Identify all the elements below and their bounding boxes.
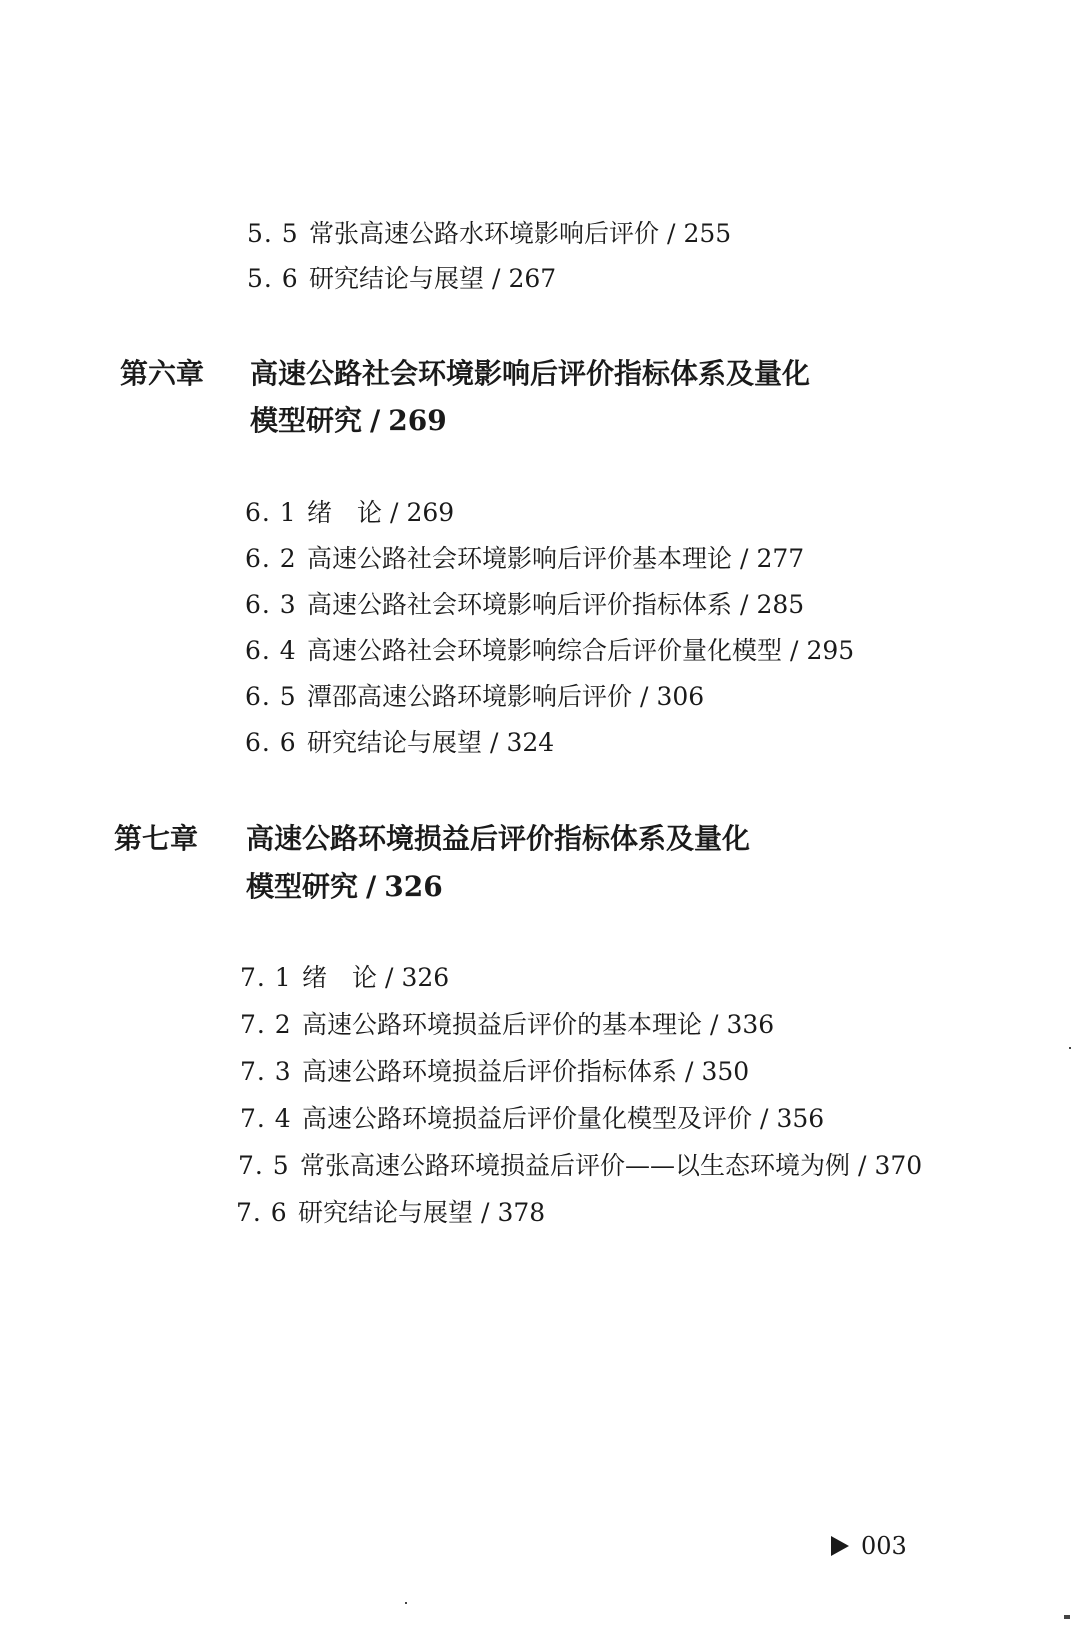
separator: / bbox=[385, 963, 394, 992]
separator: / bbox=[366, 870, 377, 903]
chapter-title-line1: 高速公路环境损益后评价指标体系及量化 bbox=[246, 822, 751, 855]
section-number: 6. 6 bbox=[245, 728, 297, 757]
section-title: 高速公路环境损益后评价的基本理论 bbox=[302, 1010, 703, 1039]
section-number: 6. 1 bbox=[245, 498, 297, 527]
chapter-title-cont bbox=[246, 870, 443, 904]
section-number: 6. 5 bbox=[245, 682, 297, 711]
section-number: 6. 4 bbox=[245, 636, 297, 665]
separator: / bbox=[740, 590, 749, 619]
section-number: 7. 6 bbox=[236, 1198, 288, 1227]
page-ref: 324 bbox=[506, 728, 555, 757]
page-ref: 285 bbox=[756, 590, 805, 619]
section-title: 高速公路环境损益后评价量化模型及评价 bbox=[302, 1104, 753, 1133]
toc-entry bbox=[238, 1151, 922, 1181]
page-ref: 356 bbox=[776, 1104, 825, 1133]
section-number: 5. 5 bbox=[247, 219, 299, 248]
page-ref: 255 bbox=[683, 219, 732, 248]
page-ref: 326 bbox=[384, 870, 443, 903]
chapter-title-line2: 模型研究 bbox=[246, 870, 359, 903]
separator: / bbox=[760, 1104, 769, 1133]
section-title: 高速公路环境损益后评价指标体系 bbox=[302, 1057, 678, 1086]
section-title: 常张高速公路水环境影响后评价 bbox=[309, 219, 660, 248]
section-title: 常张高速公路环境损益后评价——以生态环境为例 bbox=[300, 1151, 851, 1180]
section-title: 高速公路社会环境影响后评价指标体系 bbox=[307, 590, 733, 619]
section-number: 7. 1 bbox=[240, 963, 292, 992]
page-ref: 370 bbox=[874, 1151, 923, 1180]
toc-entry bbox=[247, 219, 731, 249]
toc-entry bbox=[245, 498, 454, 528]
section-number: 6. 2 bbox=[245, 544, 297, 573]
separator: / bbox=[710, 1010, 719, 1039]
section-number: 7. 4 bbox=[240, 1104, 292, 1133]
toc-entry bbox=[245, 544, 804, 574]
page-ref: 269 bbox=[388, 404, 447, 437]
page-ref: 267 bbox=[508, 264, 557, 293]
chapter-title bbox=[250, 357, 810, 391]
separator: / bbox=[667, 219, 676, 248]
toc-entry bbox=[240, 1057, 749, 1087]
section-title: 高速公路社会环境影响后评价基本理论 bbox=[307, 544, 733, 573]
scan-speck bbox=[1064, 1615, 1070, 1619]
triangle-marker-icon bbox=[831, 1536, 849, 1556]
page-ref: 295 bbox=[806, 636, 855, 665]
section-title: 高速公路社会环境影响综合后评价量化模型 bbox=[307, 636, 783, 665]
separator: / bbox=[685, 1057, 694, 1086]
page-footer bbox=[831, 1532, 907, 1560]
section-title: 绪 论 bbox=[302, 963, 378, 992]
toc-entry bbox=[240, 1010, 774, 1040]
scan-speck bbox=[405, 1602, 407, 1604]
toc-entry bbox=[245, 636, 854, 666]
separator: / bbox=[492, 264, 501, 293]
toc-entry bbox=[245, 590, 804, 620]
section-title: 研究结论与展望 bbox=[307, 728, 483, 757]
section-number: 7. 2 bbox=[240, 1010, 292, 1039]
page-ref: 326 bbox=[401, 963, 450, 992]
chapter-title bbox=[246, 822, 750, 856]
separator: / bbox=[640, 682, 649, 711]
page-ref: 350 bbox=[701, 1057, 750, 1086]
section-number: 6. 3 bbox=[245, 590, 297, 619]
section-title: 绪 论 bbox=[307, 498, 383, 527]
section-number: 5. 6 bbox=[247, 264, 299, 293]
page-ref: 378 bbox=[497, 1198, 546, 1227]
separator: / bbox=[370, 404, 381, 437]
section-number: 7. 5 bbox=[238, 1151, 290, 1180]
section-title: 研究结论与展望 bbox=[298, 1198, 474, 1227]
chapter-title-line2: 模型研究 bbox=[250, 404, 363, 437]
chapter-title-line1: 高速公路社会环境影响后评价指标体系及量化 bbox=[250, 357, 811, 390]
chapter-label: 第七章 bbox=[114, 822, 199, 855]
toc-entry bbox=[245, 682, 704, 712]
toc-entry bbox=[247, 264, 556, 294]
page-ref: 269 bbox=[406, 498, 455, 527]
separator: / bbox=[390, 498, 399, 527]
page-ref: 277 bbox=[756, 544, 805, 573]
section-number: 7. 3 bbox=[240, 1057, 292, 1086]
toc-entry bbox=[245, 728, 554, 758]
separator: / bbox=[740, 544, 749, 573]
page-number: 003 bbox=[861, 1532, 907, 1560]
chapter-title-cont bbox=[250, 404, 447, 438]
separator: / bbox=[858, 1151, 867, 1180]
scan-speck bbox=[1069, 1047, 1071, 1049]
toc-entry bbox=[240, 1104, 824, 1134]
toc-entry bbox=[236, 1198, 545, 1228]
section-title: 研究结论与展望 bbox=[309, 264, 485, 293]
page-ref: 306 bbox=[656, 682, 705, 711]
section-title: 潭邵高速公路环境影响后评价 bbox=[307, 682, 633, 711]
toc-entry bbox=[240, 963, 449, 993]
separator: / bbox=[481, 1198, 490, 1227]
separator: / bbox=[490, 728, 499, 757]
page-ref: 336 bbox=[726, 1010, 775, 1039]
separator: / bbox=[790, 636, 799, 665]
chapter-label: 第六章 bbox=[120, 357, 205, 390]
